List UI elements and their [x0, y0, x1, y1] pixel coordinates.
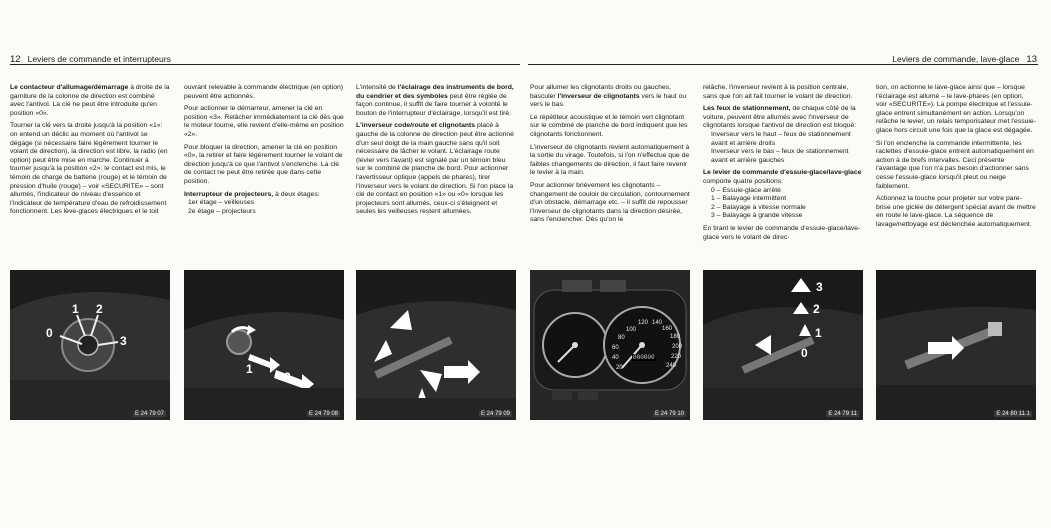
headlight-illustration — [184, 270, 344, 420]
text-column-1 — [10, 84, 170, 221]
list-item: Inverseur vers le haut – feux de stationnement avant et arrière droits — [711, 130, 851, 147]
position-label-3: 3 — [120, 334, 127, 348]
term: Les feux de stationnement, — [703, 105, 791, 113]
photo-instrument-cluster — [530, 270, 690, 420]
paragraph — [356, 122, 516, 217]
photo-ignition-switch — [10, 270, 170, 420]
position-label-0: 0 — [46, 326, 53, 340]
ignition-illustration — [10, 270, 170, 420]
gauge-value: 20 — [616, 365, 623, 371]
gauge-value: 40 — [612, 355, 619, 361]
gauge-value: 240 — [666, 363, 677, 369]
photo-headlight-switch — [184, 270, 344, 420]
paragraph: Si l'on enclenche la commande intermittente, les raclettes d'essuie-glace entrent automatiquement en action à de brefs intervalles. Ceci présente l'avantage que l'on n'a pas besoin d'actionner sans cesse l'essuie-glace lorsqu'il pleut ou neige faiblement. — [876, 139, 1034, 190]
paragraph: Pour actionner brièvement les clignotants – changement de couloir de circulation, contournement d'un obstacle, démarrage etc. – il suffit de repousser l'inverseur de clignotants dans la direction désirée, sans l'enclencher. Dès qu'on le — [530, 181, 690, 224]
wiper-position-3: 3 — [816, 280, 823, 294]
text-column-6 — [876, 84, 1036, 234]
text: Pour allumer les clignotants droits ou gauches, basculer — [530, 84, 671, 100]
paragraph: tion, on actionne le lave-glace ainsi que – lorsque l'éclairage est allumé – le lave-phares (en option, voir «SECURITE»). La pompe électrique et l'essuie-glace entrent simultanément en action. Lorsqu'on relâche le levier, un relais temporisateur met l'essuie-glace hors circuit une fois que la glace est dégagée. — [876, 84, 1036, 134]
wiper-illustration — [703, 270, 863, 420]
position-label-2: 2 — [96, 302, 103, 316]
photo-dimmer-switch — [356, 270, 516, 420]
paragraph: L'inverseur de clignotants revient automatiquement à la sortie du virage. Toutefois, si l'on n'effectue que de faibles changements de direction, il faut faire revenir le levier à la main. — [530, 143, 690, 177]
paragraph: En tirant le levier de commande d'essuie-glace/lave-glace vers le volant de direc- — [703, 224, 861, 241]
text: L'intensité de — [356, 84, 398, 91]
text-column-2 — [184, 84, 344, 216]
wiper-position-1: 1 — [815, 326, 822, 340]
wiper-position-2: 2 — [813, 302, 820, 316]
wiper-position-0: 0 — [801, 346, 808, 360]
paragraph: Actionnez la touche pour projeter sur votre pare-brise une giclée de détergent spécial avant de mettre en route le lave-glace. La séquence de lavage/nettoyage est déclenchée automatiquement. — [876, 195, 1036, 228]
figure-code: E 24 79 08 — [308, 411, 338, 417]
text-column-5 — [703, 84, 863, 246]
figure-code: E 24 80 11.1 — [996, 411, 1030, 417]
paragraph — [530, 84, 690, 110]
gauge-value: 140 — [652, 320, 663, 326]
text: comporte quatre positions: — [703, 177, 784, 185]
paragraph — [184, 191, 344, 200]
photo-wiper-stalk — [703, 270, 863, 420]
gauge-value: 180 — [670, 334, 681, 340]
cluster-illustration — [530, 270, 690, 420]
paragraph: Le répétiteur acoustique et le témoin vert clignotant sur le combiné de planche de bord indiquent que les clignotants fonctionnent. — [530, 113, 688, 138]
text-column-3 — [356, 84, 516, 221]
washer-illustration — [876, 270, 1036, 420]
list-item: Inverseur vers le bas – feux de stationnement avant et arrière gauches — [711, 148, 849, 164]
paragraph — [356, 84, 516, 118]
paragraph — [703, 105, 863, 131]
text-column-4 — [530, 84, 690, 229]
list-item: 0 – Essuie-glace arrêté — [711, 186, 781, 194]
gauge-value: 160 — [662, 326, 673, 332]
stage-label-2: 2 — [284, 370, 291, 384]
text: de chaque côté de la voiture, peuvent être allumés avec l'inverseur de clignotants lorsque l'antivol de direction est bloqué: — [703, 105, 857, 130]
page-number-left: 12 — [10, 54, 21, 65]
paragraph — [703, 169, 863, 186]
term: l'éclairage des instruments de bord, du cendrier et des symboles — [356, 84, 514, 100]
list-item: 1 – Balayage intermittent — [711, 195, 787, 203]
gauge-value: 60 — [612, 345, 619, 351]
text: à deux étages: — [273, 190, 320, 198]
gauge-value: 120 — [638, 320, 649, 326]
header-rule-left — [10, 64, 520, 65]
stage-label-1: 1 — [246, 362, 253, 376]
figure-code: E 24 79 09 — [480, 411, 510, 417]
term: Le levier de commande d'essuie-glace/lave-glace — [703, 169, 862, 177]
stalk-illustration — [356, 270, 516, 420]
page-number-right: 13 — [1026, 54, 1037, 65]
header-title-left: Leviers de commande et interrupteurs — [27, 54, 171, 64]
paragraph: relâche, l'inverseur revient à la position centrale, sans que l'on ait fait tourner le volant de direction. — [703, 84, 853, 100]
paragraph — [10, 84, 170, 118]
odometer: 000000 — [633, 354, 655, 361]
list-item: 3 – Balayage à grande vitesse — [711, 212, 803, 220]
header-rule-right — [528, 64, 1038, 65]
gauge-value: 100 — [626, 327, 637, 333]
paragraph: Pour bloquer la direction, amener la clé en position «0», la retirer et faire légèrement tourner le volant de direction jusqu'à ce que l'antivol s'enclenche. La clé de contact ne peut être retirée que dans cette position. — [184, 143, 343, 185]
list-item: 1er étage – veilleuses — [188, 199, 255, 207]
term: Interrupteur de projecteurs, — [184, 190, 274, 198]
list-item: 2e étage – projecteurs — [188, 207, 256, 215]
gauge-value: 200 — [672, 344, 683, 350]
text: vers le haut ou vers le bas. — [530, 92, 687, 109]
term: l'inverseur de clignotants — [557, 92, 640, 100]
paragraph: ouvrant relevable à commande électrique (en option) peuvent être actionnés. — [184, 84, 344, 100]
position-label-1: 1 — [72, 302, 79, 316]
term: Le contacteur d'allumage/démarrage — [10, 84, 129, 91]
text: placé à gauche de la colonne de direction peut être actionné d'un seul doigt de la main gauche sans qu'il soit nécessaire de lâcher le volant. L'éclairage route (levier vers l'avant) est signalé par un témoin bleu sur le combiné de planche de bord. Pour actionner l'avertisseur optique (appels de phares), tirer l'inverseur vers le volant de direction. Si l'on place la clé de contact en position «1» ou «0» lorsque les projecteurs sont allumés, ceux-ci s'éteignent et seules les veilleuses restent allumées. — [356, 122, 514, 216]
photo-washer-button — [876, 270, 1036, 420]
list-item: 2 – Balayage à vitesse normale — [711, 203, 806, 211]
paragraph: Tourner la clé vers la droite jusqu'à la position «1»: on entend un déclic au moment où l'antivol se dégage (si nécessaire faire légèrement tourner le volant de direction), la direction est libre, la radio (en option) peut être mise en marche. Continuer à tourner jusqu'à la position «2»: le contact est mis, le témoin de charge de batterie (rouge) et le témoin de pression d'huile (rouge) – voir «SECURITE» – sont allumés, l'indicateur de niveau d'essence et l'indicateur de température d'eau de refroidissement fonctionnent. Les lève-glaces électriques et le toit — [10, 122, 168, 216]
text: peut être réglée de façon continue, il suffit de faire tourner à volonté le bouton de l'interrupteur d'éclairage, lorsqu'il est tiré. — [356, 92, 512, 117]
gauge-value: 80 — [618, 335, 625, 341]
gauge-value: 220 — [671, 354, 682, 360]
term: L'inverseur code/route et clignotants — [356, 122, 476, 130]
text: à droite de la garniture de la colonne de direction est combiné avec l'antivol. La clé ne peut être introduite qu'en position «0». — [10, 84, 170, 117]
figure-code: E 24 79 11 — [828, 411, 857, 417]
paragraph: Pour actionner le démarreur, amener la clé en position «3». Relâcher immédiatement la clé dès que le moteur tourne, elle revient d'elle-même en position «2». — [184, 105, 344, 138]
figure-code: E 24 79 10 — [654, 411, 684, 417]
figure-code: E 24 79 07 — [134, 411, 164, 417]
header-title-right: Leviers de commande, lave-glace — [892, 54, 1020, 64]
